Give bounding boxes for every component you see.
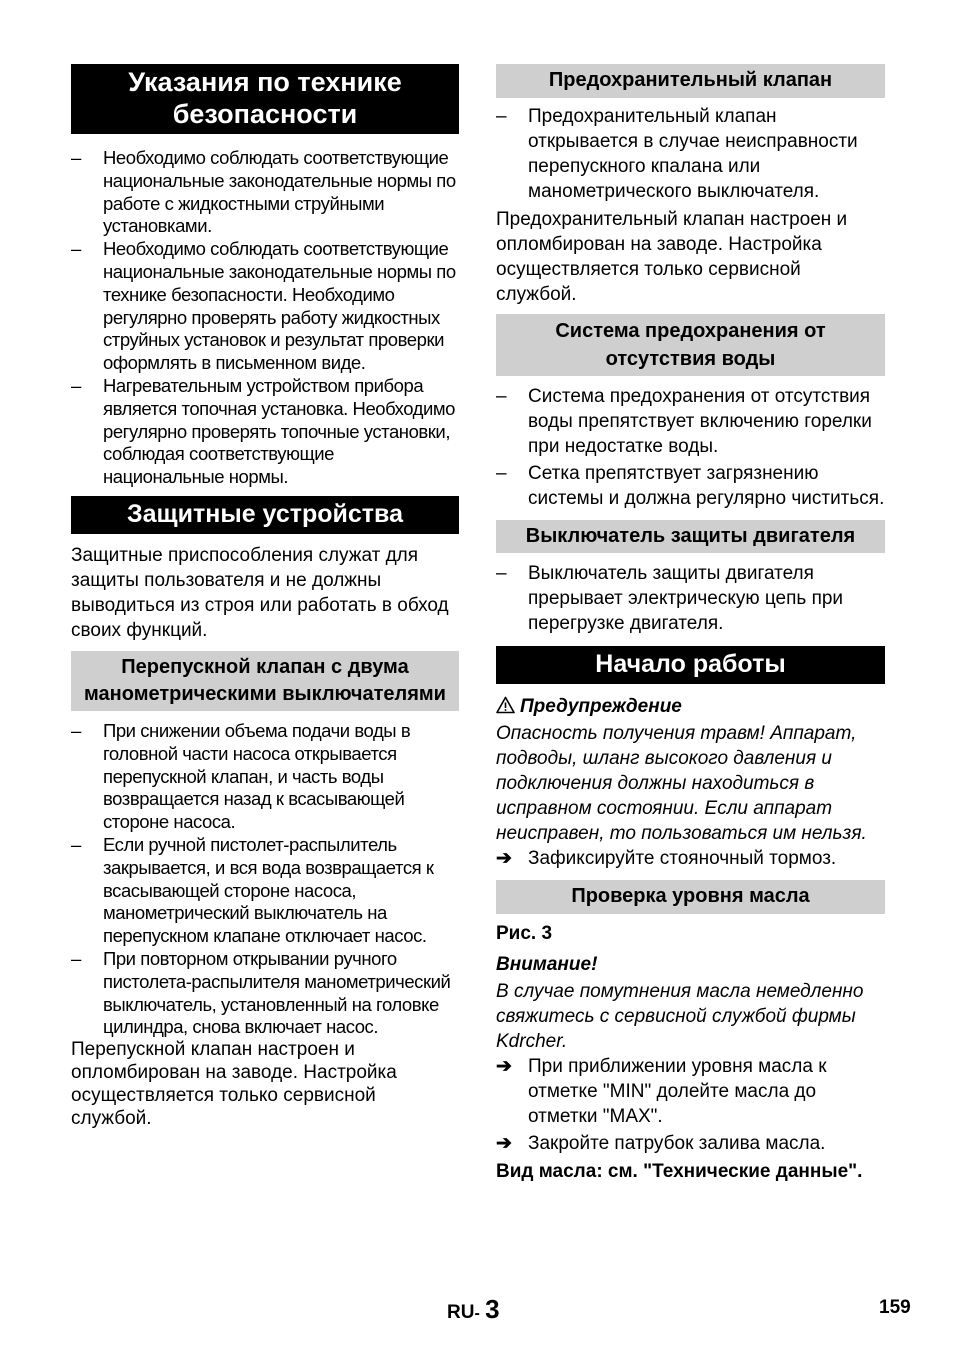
list-item: – Сетка препятствует загрязнению системы и должна регулярно чиститься.: [496, 461, 885, 511]
attention-label: Внимание!: [496, 954, 598, 975]
brake-step-list: [496, 846, 885, 871]
oil-step-text: При приближении уровня масла к отметке "MIN" долейте масла до отметки "MAX".: [528, 1056, 827, 1127]
footer-section-label: [447, 1294, 500, 1325]
page-number: 159: [879, 1297, 911, 1318]
list-item: [496, 1131, 885, 1156]
motor-heading: Выключатель защиты двигателя: [496, 520, 885, 553]
safety-valve-list: [496, 104, 885, 204]
protective-heading: Защитные устройства: [71, 496, 459, 534]
safety-valve-heading: Предохранительный клапан: [496, 64, 885, 98]
footer-section-number: 3: [485, 1294, 500, 1324]
list-item: – При повторном открывании ручного пистолета-распылителя манометрический выключатель, установленный на головке цилиндра, снова включает насос.: [71, 948, 459, 1039]
bypass-note: Перепускной клапан настроен и опломбирован на заводе. Настройка осуществляется только сервисной службой.: [71, 1039, 397, 1129]
safety-list: [71, 147, 459, 489]
safety-valve-note: Предохранительный клапан настроен и опломбирован на заводе. Настройка осуществляется только сервисной службой.: [496, 209, 848, 305]
list-item: [496, 846, 885, 871]
warning-label: Предупреждение: [520, 696, 682, 717]
oil-heading: Проверка уровня масла: [496, 880, 885, 914]
bypass-list: [71, 720, 459, 1039]
list-item: – Если ручной пистолет-распылитель закрывается, и вся вода возвращается к всасывающей стороне насоса, манометрический выключатель на перепускном клапане отключает насос.: [71, 834, 459, 948]
list-item: – При снижении объема подачи воды в головной части насоса открывается перепускной клапан, и часть воды возвращается назад к всасывающей стороне насоса.: [71, 720, 459, 834]
footer-lang: RU: [447, 1302, 475, 1323]
warning-triangle-icon: [496, 696, 520, 721]
attention-text: В случае помутнения масла немедленно свяжитесь с сервисной службой фирмы Kdrcher.: [496, 981, 864, 1052]
oil-step-text: Закройте патрубок залива масла.: [528, 1133, 826, 1154]
water-list: [496, 384, 885, 511]
bypass-heading: Перепускной клапан с двума манометрическими выключателями: [71, 651, 459, 711]
left-column: [71, 64, 459, 1130]
protective-intro: Защитные приспособления служат для защиты пользователя и не должны выводиться из строя или работать в обход своих функций.: [71, 544, 449, 641]
list-item: – Необходимо соблюдать соответствующие национальные законодательные нормы по работе с жидкостными струйными установками.: [71, 147, 459, 238]
warning-label-row: [496, 694, 885, 721]
list-item: – Предохранительный клапан открывается в случае неисправности перепускного кпалана или манометрического выключателя.: [496, 104, 885, 204]
list-item: – Необходимо соблюдать соответствующие национальные законодательные нормы по технике безопасности. Необходимо регулярно проверять работу жидкостных струйных установок и результат проверки оформлять в письменном виде.: [71, 238, 459, 375]
warning-text: Опасность получения травм! Аппарат, подводы, шланг высокого давления и подключения должны находиться в исправном состоянии. Если аппарат неисправен, то пользоваться им нельзя.: [496, 723, 867, 844]
list-item: – Выключатель защиты двигателя прерывает электрическую цепь при перегрузке двигателя.: [496, 561, 885, 636]
right-column: [496, 64, 885, 1184]
footer-separator: -: [474, 1305, 480, 1322]
motor-list: [496, 561, 885, 636]
water-heading: Система предохранения от отсутствия воды: [496, 314, 885, 376]
step-brake: Зафиксируйте стояночный тормоз.: [528, 848, 837, 869]
oil-type: Вид масла: см. "Технические данные".: [496, 1161, 863, 1182]
arrow-right-icon: ➔: [496, 1133, 512, 1154]
fig-ref: Рис. 3: [496, 923, 553, 944]
list-item: [496, 1054, 885, 1129]
safety-heading: Указания по технике безопасности: [71, 64, 459, 134]
oil-step-list: [496, 1054, 885, 1156]
arrow-right-icon: ➔: [496, 1056, 512, 1077]
arrow-right-icon: ➔: [496, 848, 512, 869]
list-item: – Система предохранения от отсутствия воды препятствует включению горелки при недостатке воды.: [496, 384, 885, 459]
list-item: – Нагревательным устройством прибора является топочная установка. Необходимо регулярно проверять топочные установки, соблюдая соответствующие национальные нормы.: [71, 375, 459, 489]
start-heading: Начало работы: [496, 646, 885, 684]
